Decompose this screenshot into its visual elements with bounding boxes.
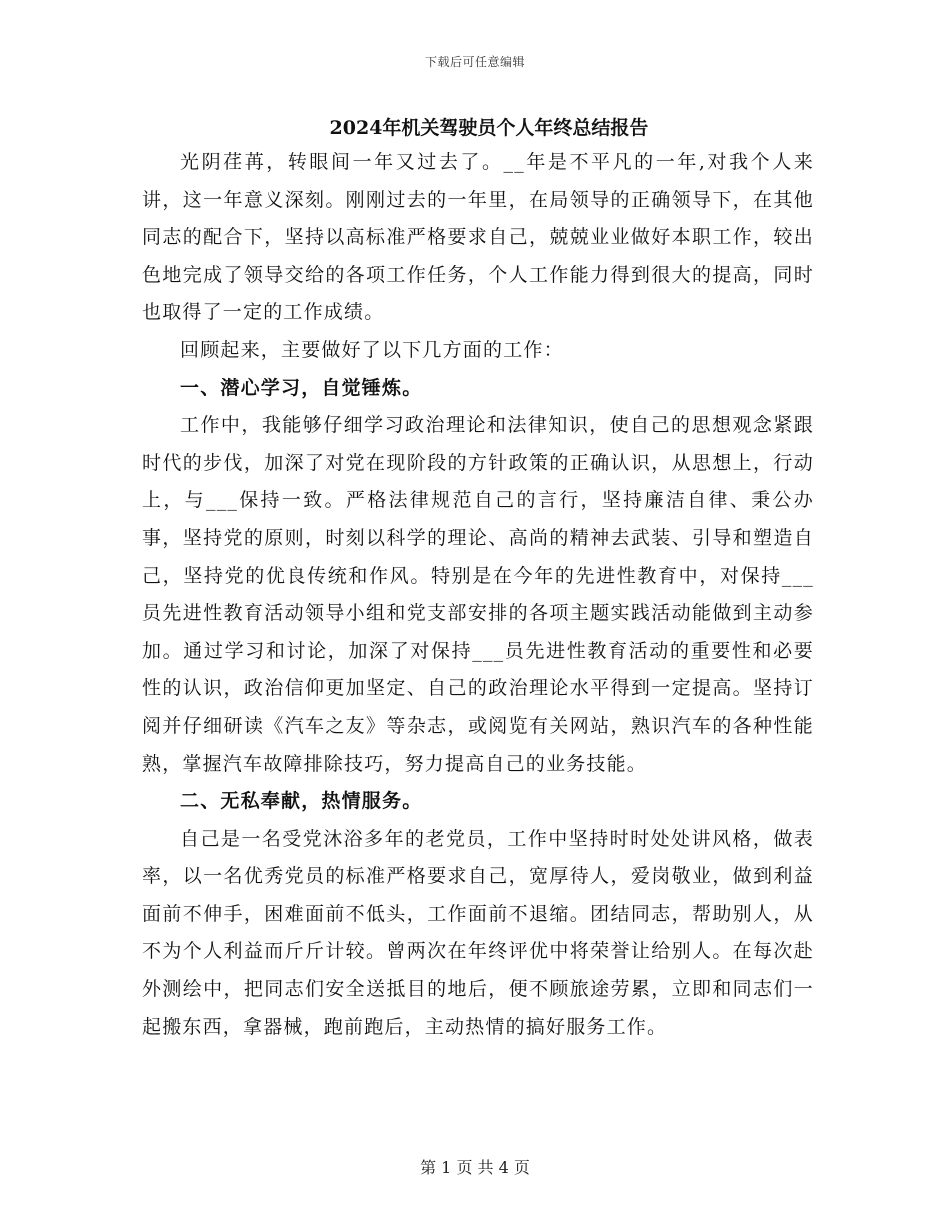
intro-paragraph: 光阴荏苒，转眼间一年又过去了。__年是不平凡的一年,对我个人来讲，这一年意义深刻。刚刚过去的一年里，在局领导的正确领导下，在其他同志的配合下，坚持以高标准严格要求自己，兢兢业业做好本职工作，较出色地完成了领导交给的各项工作任务，个人工作能力得到很大的提高，同时也取得了一定的工作成绩。 [142,151,814,324]
document-title: 2024年机关驾驶员个人年终总结报告 [329,117,649,139]
page-number-footer: 第 1 页 共 4 页 [420,1158,530,1177]
overview-paragraph: 回顾起来，主要做好了以下几方面的工作： [180,338,564,361]
section-heading-1: 一、潜心学习，自觉锤炼。 [180,376,423,399]
section-body-2: 自己是一名受党沐浴多年的老党员，工作中坚持时时处处讲风格，做表率，以一名优秀党员的标准严格要求自己，宽厚待人，爱岗敬业，做到利益面前不伸手，困难面前不低头，工作面前不退缩。团结同志，帮助别人，从不为个人利益而斤斤计较。曾两次在年终评优中将荣誉让给别人。在每次赴外测绘中，把同志们安全送抵目的地后，便不顾旅途劳累，立即和同志们一起搬东西，拿器械，跑前跑后，主动热情的搞好服务工作。 [142,827,814,1038]
section-body-1: 工作中，我能够仔细学习政治理论和法律知识，使自己的思想观念紧跟时代的步伐，加深了对党在现阶段的方针政策的正确认识，从思想上，行动上，与___保持一致。严格法律规范自己的言行，坚持廉洁自律、秉公办事，坚持党的原则，时刻以科学的理论、高尚的精神去武装、引导和塑造自己，坚持党的优良传统和作风。特别是在今年的先进性教育中，对保持___员先进性教育活动领导小组和党支部安排的各项主题实践活动能做到主动参加。通过学习和讨论，加深了对保持___员先进性教育活动的重要性和必要性的认识，政治信仰更加坚定、自己的政治理论水平得到一定提高。坚持订阅并仔细研读《汽车之友》等杂志，或阅览有关网站，熟识汽车的各种性能熟，掌握汽车故障排除技巧，努力提高自己的业务技能。 [142,414,814,775]
header-note: 下载后可任意编辑 [424,55,525,69]
document-body [142,112,814,1046]
section-heading-2: 二、无私奉献，热情服务。 [180,790,423,813]
